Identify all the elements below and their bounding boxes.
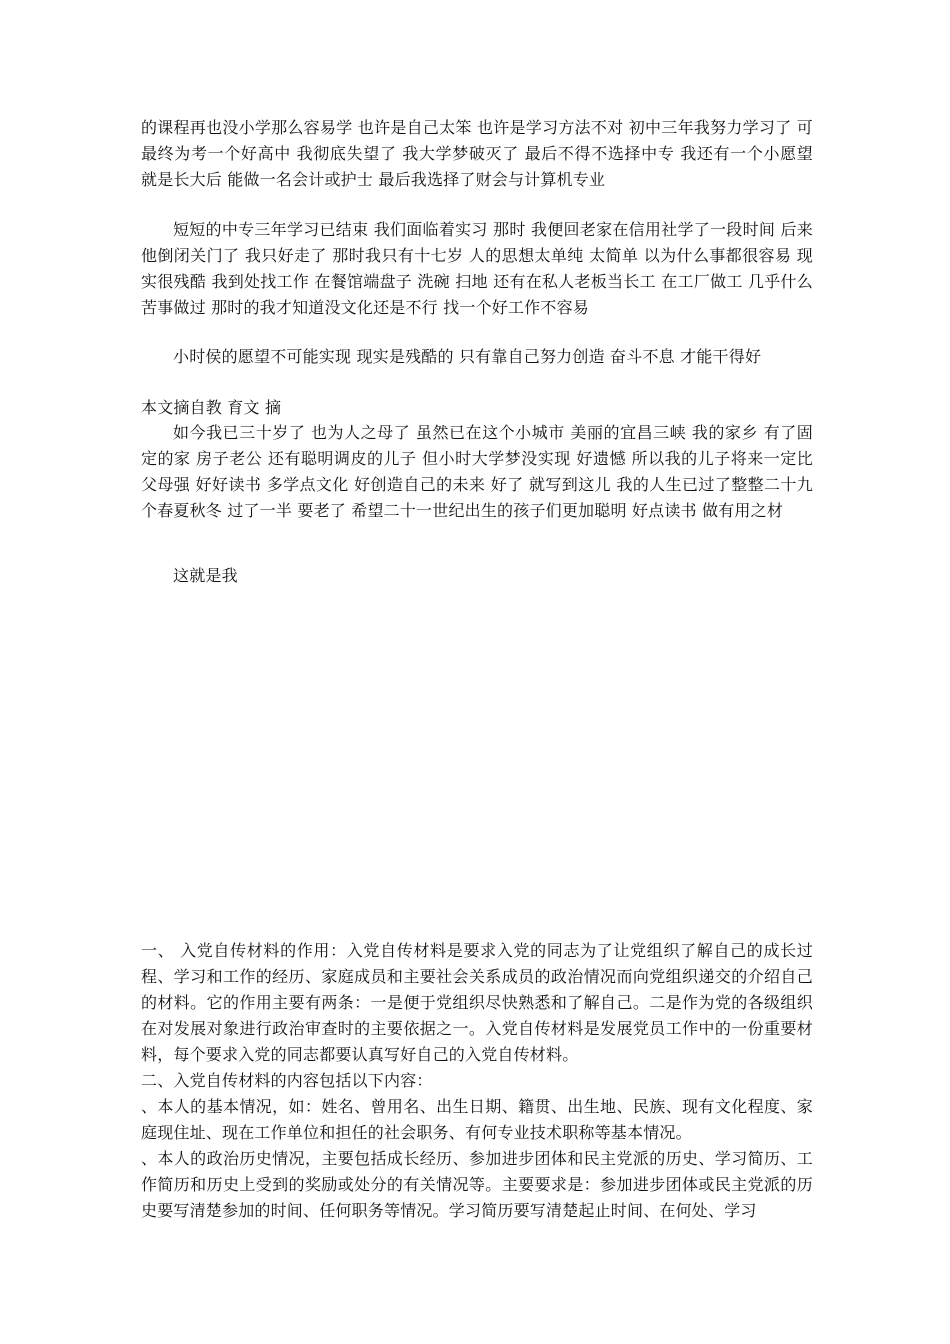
paragraph-this-is-me: 这就是我 xyxy=(173,566,238,585)
paragraph-now-thirty: 如今我已三十岁了 也为人之母了 虽然已在这个小城市 美丽的宜昌三峡 我的家乡 有了固定的家 房子老公 还有聪明调皮的儿子 但小时大学梦没实现 好遗憾 所以我的儿子将来一定比父母强 好好读书 多学点文化 好创造自己的未来 好了 就写到这儿 我的人生已过了整整二十九个春夏秋冬 过了一半 要老了 希望二十一世纪出生的孩子们更加聪明 好点读书 做有用之材 xyxy=(141,423,813,520)
paragraph-autobiography-purpose: 一、 入党自传材料的作用：入党自传材料是要求入党的同志为了让党组织了解自己的成长过程、学习和工作的经历、家庭成员和主要社会关系成员的政治情况而向党组织递交的介绍自己的材料。它的作用主要有两条：一是便于党组织尽快熟悉和了解自己。二是作为党的各级组织在对发展对象进行政治审查时的主要依据之一。入党自传材料是发展党员工作中的一份重要材料，每个要求入党的同志都要认真写好自己的入党自传材料。 xyxy=(141,941,813,1064)
paragraph-childhood-wish: 小时侯的愿望不可能实现 现实是残酷的 只有靠自己努力创造 奋斗不息 才能干得好 xyxy=(173,347,762,366)
paragraph-content-heading: 二、入党自传材料的内容包括以下内容： xyxy=(141,1071,433,1090)
paragraph-political-history: 、本人的政治历史情况，主要包括成长经历、参加进步团体和民主党派的历史、学习简历、工作简历和历史上受到的奖励或处分的有关情况等。主要要求是：参加进步团体或民主党派的历史要写清楚参加的时间、任何职务等情况。学习简历要写清楚起止时间、在何处、学习 xyxy=(141,1149,813,1220)
source-note: 本文摘自教 育文 摘 xyxy=(141,398,282,417)
paragraph-vocational-school: 短短的中专三年学习已结束 我们面临着实习 那时 我便回老家在信用社学了一段时间 后来他倒闭关门了 我只好走了 那时我只有十七岁 人的思想太单纯 太简单 以为什么事都很容易 现实很残酷 我到处找工作 在餐馆端盘子 洗碗 扫地 还有在私人老板当长工 在工厂做工 几乎什么苦事做过 那时的我才知道没文化还是不行 找一个好工作不容易 xyxy=(141,220,813,317)
paragraph-course-difficulty: 的课程再也没小学那么容易学 也许是自己太笨 也许是学习方法不对 初中三年我努力学习了 可最终为考一个好高中 我彻底失望了 我大学梦破灭了 最后不得不选择中专 我还有一个小愿望 就是长大后 能做一名会计或护士 最后我选择了财会与计算机专业 xyxy=(141,118,813,189)
paragraph-basic-info: 、本人的基本情况，如：姓名、曾用名、出生日期、籍贯、出生地、民族、现有文化程度、家庭现住址、现在工作单位和担任的社会职务、有何专业技术职称等基本情况。 xyxy=(141,1097,813,1142)
